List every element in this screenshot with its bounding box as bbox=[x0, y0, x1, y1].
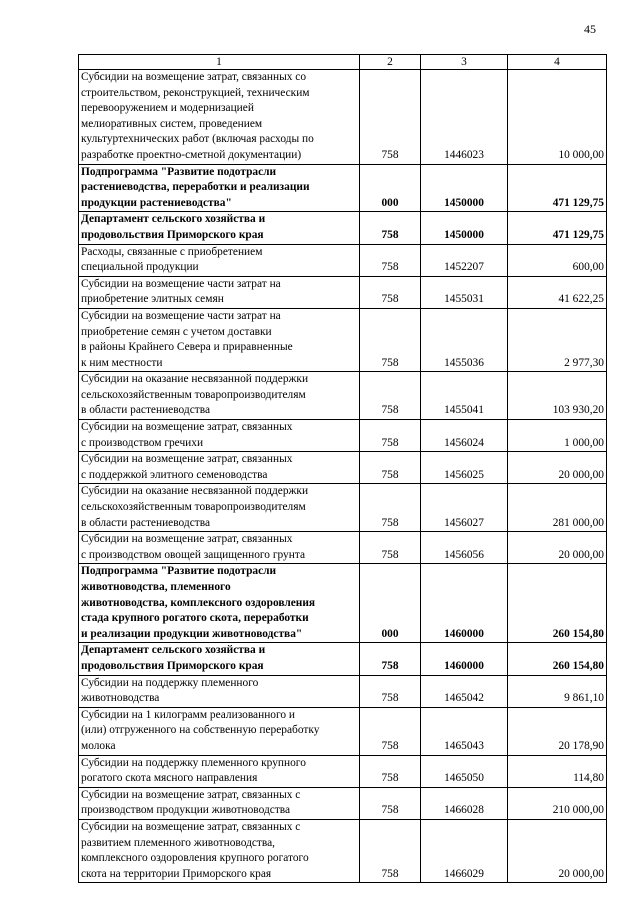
row-target-code-cell: 1460000 bbox=[421, 564, 508, 643]
row-target-code-cell: 1455041 bbox=[421, 372, 508, 420]
row-target-code-cell: 1455036 bbox=[421, 308, 508, 371]
row-amount-cell: 114,80 bbox=[508, 755, 607, 787]
row-amount-cell: 600,00 bbox=[508, 244, 607, 276]
row-dept-code-cell: 758 bbox=[360, 675, 421, 707]
row-target-code-cell: 1460000 bbox=[421, 643, 508, 675]
column-header: 2 bbox=[360, 55, 421, 70]
row-target-code-cell: 1465042 bbox=[421, 675, 508, 707]
table-row bbox=[79, 787, 607, 819]
row-name-cell: Субсидии на возмещение затрат, связанных с производством овощей защищенного грунта bbox=[79, 532, 360, 564]
table-header-row bbox=[79, 55, 607, 70]
row-name-cell: Подпрограмма "Развитие подотрасли растениеводства, переработки и реализации продукции растениеводства" bbox=[79, 164, 360, 212]
row-amount-cell: 20 178,90 bbox=[508, 707, 607, 755]
row-name-cell: Субсидии на 1 килограмм реализованного и (или) отгруженного на собственную переработку молока bbox=[79, 707, 360, 755]
row-amount-cell: 20 000,00 bbox=[508, 452, 607, 484]
row-name-cell: Субсидии на оказание несвязанной поддержки сельскохозяйственным товаропроизводителям в области растениеводства bbox=[79, 372, 360, 420]
row-dept-code-cell: 758 bbox=[360, 643, 421, 675]
row-amount-cell: 471 129,75 bbox=[508, 164, 607, 212]
row-target-code-cell: 1466028 bbox=[421, 787, 508, 819]
row-dept-code-cell: 758 bbox=[360, 420, 421, 452]
row-name-cell: Субсидии на возмещение затрат, связанных с поддержкой элитного семеноводства bbox=[79, 452, 360, 484]
row-amount-cell: 41 622,25 bbox=[508, 276, 607, 308]
row-dept-code-cell: 758 bbox=[360, 276, 421, 308]
row-name-cell: Подпрограмма "Развитие подотрасли животноводства, племенного животноводства, комплексного оздоровления стада крупного рогатого скота, переработки и реализации продукции животноводства" bbox=[79, 564, 360, 643]
table-row bbox=[79, 675, 607, 707]
row-target-code-cell: 1455031 bbox=[421, 276, 508, 308]
row-dept-code-cell: 758 bbox=[360, 372, 421, 420]
row-name-cell: Субсидии на оказание несвязанной поддержки сельскохозяйственным товаропроизводителям в области растениеводства bbox=[79, 484, 360, 532]
table-row bbox=[79, 532, 607, 564]
row-dept-code-cell: 758 bbox=[360, 484, 421, 532]
row-target-code-cell: 1452207 bbox=[421, 244, 508, 276]
row-amount-cell: 260 154,80 bbox=[508, 643, 607, 675]
row-name-cell: Субсидии на возмещение затрат, связанных с развитием племенного животноводства, комплексного оздоровления крупного рогатого скота на территории Приморского края bbox=[79, 819, 360, 882]
row-target-code-cell: 1466029 bbox=[421, 819, 508, 882]
table-row bbox=[79, 164, 607, 212]
row-name-cell: Субсидии на возмещение части затрат на приобретение семян с учетом доставки в районы Крайнего Севера и приравненные к ним местности bbox=[79, 308, 360, 371]
row-amount-cell: 471 129,75 bbox=[508, 212, 607, 244]
column-header: 3 bbox=[421, 55, 508, 70]
row-dept-code-cell: 758 bbox=[360, 819, 421, 882]
row-dept-code-cell: 758 bbox=[360, 787, 421, 819]
row-dept-code-cell: 000 bbox=[360, 564, 421, 643]
table-row bbox=[79, 755, 607, 787]
row-target-code-cell: 1465043 bbox=[421, 707, 508, 755]
row-amount-cell: 20 000,00 bbox=[508, 532, 607, 564]
table-row bbox=[79, 308, 607, 371]
row-target-code-cell: 1456024 bbox=[421, 420, 508, 452]
row-amount-cell: 10 000,00 bbox=[508, 70, 607, 165]
table-row bbox=[79, 276, 607, 308]
table-row bbox=[79, 819, 607, 882]
row-dept-code-cell: 758 bbox=[360, 244, 421, 276]
row-name-cell: Департамент сельского хозяйства и продовольствия Приморского края bbox=[79, 643, 360, 675]
row-name-cell: Расходы, связанные с приобретением специальной продукции bbox=[79, 244, 360, 276]
row-name-cell: Субсидии на поддержку племенного крупного рогатого скота мясного направления bbox=[79, 755, 360, 787]
row-dept-code-cell: 758 bbox=[360, 707, 421, 755]
table-row bbox=[79, 643, 607, 675]
row-amount-cell: 1 000,00 bbox=[508, 420, 607, 452]
column-header: 1 bbox=[79, 55, 360, 70]
row-amount-cell: 260 154,80 bbox=[508, 564, 607, 643]
row-dept-code-cell: 758 bbox=[360, 755, 421, 787]
row-dept-code-cell: 000 bbox=[360, 164, 421, 212]
row-name-cell: Субсидии на возмещение затрат, связанных с производством продукции животноводства bbox=[79, 787, 360, 819]
row-amount-cell: 281 000,00 bbox=[508, 484, 607, 532]
row-target-code-cell: 1450000 bbox=[421, 212, 508, 244]
row-target-code-cell: 1465050 bbox=[421, 755, 508, 787]
column-header: 4 bbox=[508, 55, 607, 70]
row-dept-code-cell: 758 bbox=[360, 532, 421, 564]
row-name-cell: Субсидии на возмещение затрат, связанных со строительством, реконструкцией, техническим перевооружением и модернизацией мелиоративных систем, проведением культуртехнических работ (включая расходы по разработке проектно-сметной документации) bbox=[79, 70, 360, 165]
row-name-cell: Субсидии на поддержку племенного животноводства bbox=[79, 675, 360, 707]
table-row bbox=[79, 212, 607, 244]
row-target-code-cell: 1456025 bbox=[421, 452, 508, 484]
table-row bbox=[79, 452, 607, 484]
row-amount-cell: 2 977,30 bbox=[508, 308, 607, 371]
table-body bbox=[79, 70, 607, 883]
row-target-code-cell: 1450000 bbox=[421, 164, 508, 212]
row-amount-cell: 210 000,00 bbox=[508, 787, 607, 819]
row-name-cell: Департамент сельского хозяйства и продовольствия Приморского края bbox=[79, 212, 360, 244]
table-row bbox=[79, 70, 607, 165]
row-amount-cell: 103 930,20 bbox=[508, 372, 607, 420]
budget-table bbox=[78, 54, 607, 883]
row-name-cell: Субсидии на возмещение затрат, связанных с производством гречихи bbox=[79, 420, 360, 452]
table-row bbox=[79, 372, 607, 420]
row-dept-code-cell: 758 bbox=[360, 308, 421, 371]
row-name-cell: Субсидии на возмещение части затрат на приобретение элитных семян bbox=[79, 276, 360, 308]
row-target-code-cell: 1456056 bbox=[421, 532, 508, 564]
row-amount-cell: 20 000,00 bbox=[508, 819, 607, 882]
table-row bbox=[79, 244, 607, 276]
table-row bbox=[79, 420, 607, 452]
page-number: 45 bbox=[584, 22, 596, 36]
table-row bbox=[79, 564, 607, 643]
row-target-code-cell: 1446023 bbox=[421, 70, 508, 165]
row-target-code-cell: 1456027 bbox=[421, 484, 508, 532]
table-row bbox=[79, 707, 607, 755]
table-row bbox=[79, 484, 607, 532]
row-amount-cell: 9 861,10 bbox=[508, 675, 607, 707]
row-dept-code-cell: 758 bbox=[360, 212, 421, 244]
row-dept-code-cell: 758 bbox=[360, 70, 421, 165]
row-dept-code-cell: 758 bbox=[360, 452, 421, 484]
